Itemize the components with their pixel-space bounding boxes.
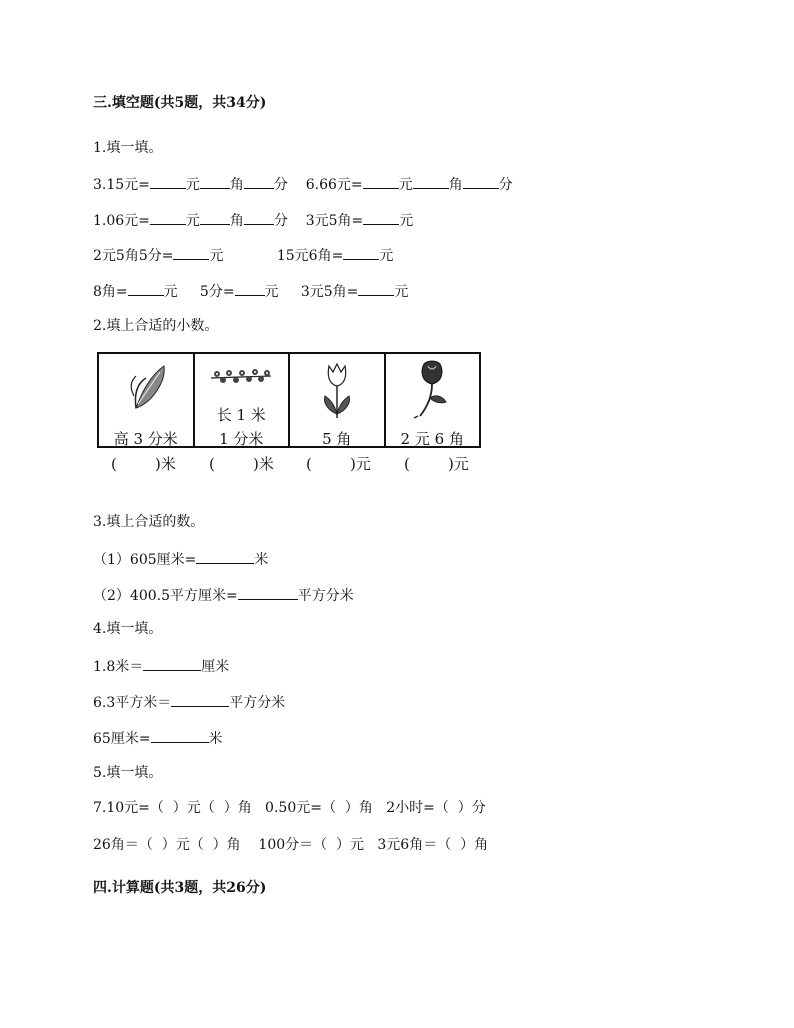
text: 米 [208, 731, 223, 747]
section-3-heading: 三.填空题(共5题，共34分) [93, 95, 267, 111]
text: 平方分米 [229, 695, 286, 711]
q1-line-4 [93, 281, 408, 301]
answer-paren[interactable]: ( )元 [306, 455, 371, 473]
text: 角 [448, 177, 463, 193]
answer-blank[interactable] [238, 585, 298, 600]
answer-blank[interactable] [244, 174, 274, 189]
answer-blank[interactable] [244, 210, 274, 225]
text: 3元5角= [305, 213, 364, 229]
text: 角 [229, 177, 244, 193]
text: 平方分米 [297, 588, 354, 604]
answer-blank[interactable] [151, 728, 209, 743]
q1-line-2 [93, 210, 413, 230]
answer-blank[interactable] [196, 549, 254, 564]
q1-line-1 [93, 174, 513, 194]
answer-blank[interactable] [173, 245, 209, 260]
picture-cell [195, 354, 291, 446]
q5-title: 5.填一填。 [93, 765, 163, 781]
q5-line-1[interactable]: 7.10元=（ ）元（ ）角 0.50元=（ ）角 2小时=（ ）分 [93, 800, 486, 816]
answer-blank[interactable] [200, 174, 230, 189]
text: 元 [379, 248, 394, 264]
answer-blank[interactable] [171, 692, 229, 707]
text: 1.06元= [93, 213, 150, 229]
answer-paren[interactable]: ( )米 [111, 455, 176, 473]
text: （1）605厘米= [93, 552, 197, 568]
text: 元 [185, 177, 200, 193]
answer-blank[interactable] [150, 174, 186, 189]
answer-blank[interactable] [343, 245, 379, 260]
text: 元 [185, 213, 200, 229]
q4-line-1 [93, 656, 229, 676]
text: 元 [209, 248, 224, 264]
q2-title: 2.填上合适的小数。 [93, 318, 219, 334]
text: 3元5角= [300, 284, 359, 300]
cell-label: 2 元 6 角 [400, 430, 464, 448]
answer-paren[interactable]: ( )元 [404, 455, 469, 473]
q1-title: 1.填一填。 [93, 140, 163, 156]
text: 2元5角5分= [93, 248, 174, 264]
text: 65厘米= [93, 731, 151, 747]
picture-table [97, 352, 481, 448]
picture-cell [99, 354, 195, 446]
q3-line-1 [93, 549, 268, 569]
picture-cell [290, 354, 386, 446]
cell-label: 1 分米 [219, 430, 264, 448]
text: 元 [399, 213, 414, 229]
q4-title: 4.填一填。 [93, 621, 163, 637]
text: 分 [273, 177, 288, 193]
tulip-icon [317, 358, 357, 420]
answer-blank[interactable] [200, 210, 230, 225]
answer-blank[interactable] [235, 281, 265, 296]
answer-blank[interactable] [358, 281, 394, 296]
answer-blank[interactable] [413, 174, 449, 189]
text: 元 [163, 284, 178, 300]
cell-label: 长 1 米 [216, 406, 266, 424]
rose-icon [410, 356, 454, 420]
flower-branch-icon [209, 364, 273, 390]
text: 6.66元= [305, 177, 363, 193]
text: 8角= [93, 284, 128, 300]
text: 6.3平方米＝ [93, 695, 172, 711]
text: 元 [394, 284, 409, 300]
text: 分 [273, 213, 288, 229]
answer-blank[interactable] [150, 210, 186, 225]
picture-cell [386, 354, 480, 446]
q1-line-3 [93, 245, 393, 265]
q4-line-3 [93, 728, 223, 748]
section-4-heading: 四.计算题(共3题，共26分) [93, 880, 267, 896]
cell-label: 5 角 [322, 430, 352, 448]
q5-line-2[interactable]: 26角＝（ ）元（ ）角 100分＝（ ）元 3元6角＝（ ）角 [93, 837, 489, 853]
answer-blank[interactable] [143, 656, 201, 671]
text: 元 [264, 284, 279, 300]
answer-blank[interactable] [128, 281, 164, 296]
text: 3.15元= [93, 177, 150, 193]
cell-label: 高 3 分米 [113, 430, 178, 448]
q4-line-2 [93, 692, 285, 712]
text: 5分= [199, 284, 235, 300]
feather-plant-icon [116, 358, 176, 418]
text: 15元6角= [276, 248, 344, 264]
answer-blank[interactable] [363, 174, 399, 189]
answer-paren[interactable]: ( )米 [209, 455, 274, 473]
q3-title: 3.填上合适的数。 [93, 514, 205, 530]
answer-blank[interactable] [463, 174, 499, 189]
text: 米 [254, 552, 269, 568]
text: 分 [498, 177, 513, 193]
text: 1.8米＝ [93, 659, 144, 675]
text: 元 [398, 177, 413, 193]
text: 角 [229, 213, 244, 229]
q3-line-2 [93, 585, 354, 605]
answer-blank[interactable] [363, 210, 399, 225]
text: 厘米 [201, 659, 230, 675]
text: （2）400.5平方厘米= [93, 588, 238, 604]
